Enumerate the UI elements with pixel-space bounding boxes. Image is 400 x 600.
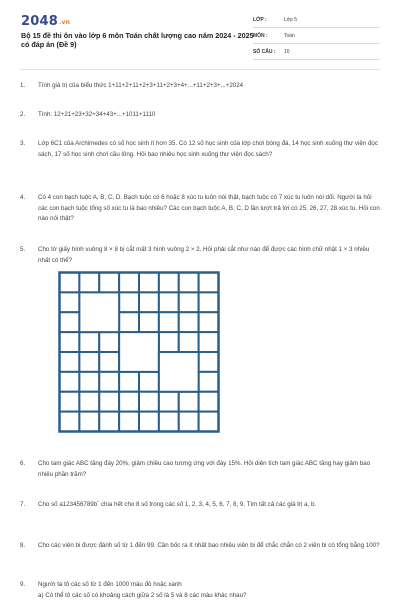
question-text: Có 4 con bạch tuộc A, B, C, D. Bạch tuộc có 6 hoặc 8 xúc tu luôn nói thật, bạch tuộc có 7 xúc tu luôn nói dối. Người ta hỏi các con bạch tuộc tổng số xúc tu là bao nhiêu? Các con bạch tuộc A, B, C, D lần lượt trả lời có 25, 26, 27, 28 xúc tu. Hỏi con nào nói thật? (38, 194, 380, 222)
question-7 (20, 500, 382, 511)
question-text: Tính giá trị của biểu thức 1+11+2+11+2+3+11+2+3+4+...+11+2+3+...+2024 (38, 82, 244, 89)
grid-cell (60, 372, 80, 392)
question-number: 1. (20, 82, 26, 89)
grid-cell (159, 392, 179, 412)
grid-cell (119, 273, 139, 293)
question-6 (20, 459, 382, 480)
meta-label: LỚP : (253, 17, 267, 23)
question-number: 3. (20, 140, 26, 147)
meta-row-question-count (253, 46, 380, 60)
question-2 (20, 110, 382, 121)
grid-cell (60, 332, 80, 352)
question-9 (20, 580, 382, 591)
grid-cell (60, 352, 80, 372)
question-number: 5. (20, 246, 26, 253)
cut-square (159, 352, 199, 392)
grid-cell (79, 273, 99, 293)
grid-cell (199, 392, 219, 412)
grid-cell (159, 273, 179, 293)
grid-cell (139, 273, 159, 293)
grid-cell (99, 273, 119, 293)
meta-value: Toán (284, 33, 295, 39)
grid-cell (179, 292, 199, 312)
question-3 (20, 139, 382, 160)
grid-cell (139, 372, 159, 392)
question-1 (20, 81, 382, 92)
grid-cell (179, 332, 199, 352)
grid-cell (99, 332, 119, 352)
grid-cell (119, 392, 139, 412)
logo-suffix: .vn (58, 19, 71, 26)
grid-cell (99, 352, 119, 372)
site-logo[interactable] (21, 14, 70, 29)
question-number: 4. (20, 194, 26, 201)
grid-cell (159, 332, 179, 352)
question-number: 9. (20, 581, 26, 588)
grid-cell (60, 412, 80, 432)
question-4 (20, 193, 382, 225)
grid-cell (79, 412, 99, 432)
grid-cell (79, 332, 99, 352)
cut-square-grid-figure (58, 271, 220, 433)
question-number: 2. (20, 111, 26, 118)
grid-cell (179, 273, 199, 293)
grid-cell (60, 392, 80, 412)
meta-row-grade (253, 14, 380, 28)
grid-cell (139, 312, 159, 332)
grid-cell (199, 273, 219, 293)
grid-svg (58, 271, 220, 433)
question-text: Người ta tô các số từ 1 đến 1000 màu đỏ hoặc xanh (38, 581, 182, 588)
grid-cell (179, 392, 199, 412)
grid-cell (199, 412, 219, 432)
question-text: Cho tờ giấy hình vuông 8 × 8 bị cắt mất 3 hình vuông 2 × 2. Hỏi phải cắt như nào để được các hình chữ nhật 1 × 3 nhiều nhất có thể? (38, 246, 370, 264)
grid-cell (60, 312, 80, 332)
grid-cell (199, 292, 219, 312)
question-text: Cho tam giác ABC tăng đáy 20%, giảm chiều cao tương ứng với đáy 15%. Hỏi diện tích tam giác ABC tăng hay giảm bao nhiêu phần trăm? (38, 460, 371, 478)
grid-cell (139, 412, 159, 432)
grid-cell (159, 292, 179, 312)
grid-cell (199, 352, 219, 372)
grid-cell (139, 392, 159, 412)
grid-cell (60, 273, 80, 293)
document-title: Bộ 15 đề thi ôn vào lớp 6 môn Toán chất lượng cao năm 2024 - 2025 có đáp án (Đề 9) (21, 31, 254, 49)
meta-label: MÔN : (253, 33, 268, 39)
meta-panel (253, 14, 380, 62)
question-8 (20, 541, 382, 552)
question-number: 6. (20, 460, 26, 467)
grid-cell (79, 392, 99, 412)
question-text: Cho các viên bi được đánh số từ 1 đến 99. Cần bốc ra ít nhất bao nhiêu viên bi để chắc chắn có 2 viên bi có tổng bằng 100? (38, 542, 380, 549)
grid-cell (99, 372, 119, 392)
grid-cell (139, 292, 159, 312)
question-text: Tính: 12+21+23+32+34+43+...+1011+1110 (38, 111, 156, 118)
grid-cell (119, 412, 139, 432)
question-number: 7. (20, 501, 26, 508)
grid-cell (199, 312, 219, 332)
grid-cell (79, 372, 99, 392)
grid-cell (119, 372, 139, 392)
grid-cell (119, 292, 139, 312)
grid-cell (60, 292, 80, 312)
grid-cell (99, 392, 119, 412)
meta-row-subject (253, 30, 380, 44)
question-9a (20, 591, 382, 600)
cut-square (119, 332, 159, 372)
grid-cell (199, 332, 219, 352)
grid-cell (159, 412, 179, 432)
header-divider (20, 69, 380, 70)
meta-label: SỐ CÂU : (253, 49, 276, 55)
grid-cell (199, 372, 219, 392)
grid-cell (179, 312, 199, 332)
grid-cell (179, 412, 199, 432)
grid-cell (99, 412, 119, 432)
question-text: a) Có thể tô các số có khoảng cách giữa 2 số là 5 và 8 các màu khác nhau? (38, 592, 247, 599)
grid-cell (119, 312, 139, 332)
question-text: Lớp 6C1 của Archimedes có số học sinh ít hơn 35. Có 12 số học sinh của lớp chơi bóng đá, 14 học sinh xuống thư viện đọc sách, 17 số học sinh chơi cầu lông. Hỏi bao nhiêu học sinh xuống thư viện đọc sách? (38, 140, 378, 158)
question-text: Cho số a123456789b‾ chia hết cho 8 số trong các số 1, 2, 3, 4, 5, 6, 7, 8, 9. Tìm tất cả các giá trị a, b. (38, 501, 317, 508)
meta-value: 10 (284, 49, 290, 55)
grid-cell (159, 312, 179, 332)
document-header (0, 0, 400, 62)
question-5 (20, 245, 382, 266)
logo-text: 2048 (21, 14, 58, 29)
meta-value: Lớp 5 (284, 17, 298, 23)
question-number: 8. (20, 542, 26, 549)
grid-cell (79, 352, 99, 372)
cut-square (79, 292, 119, 332)
